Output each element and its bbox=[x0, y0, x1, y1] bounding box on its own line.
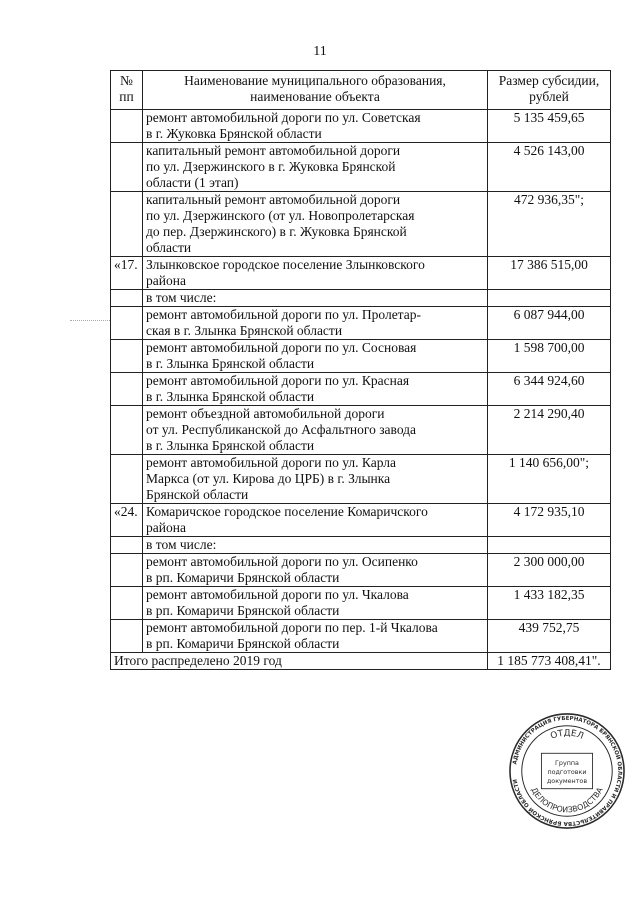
row-object-name: ремонт автомобильной дороги по пер. 1-й Чкалова в рп. Комаричи Брянской области bbox=[143, 620, 488, 653]
row-object-name: капитальный ремонт автомобильной дороги по ул. Дзержинского в г. Жуковка Брянской области (1 этап) bbox=[143, 143, 488, 192]
row-object-name: в том числе: bbox=[143, 537, 488, 554]
total-label: Итого распределено 2019 год bbox=[111, 653, 488, 670]
row-amount: 17 386 515,00 bbox=[488, 257, 611, 290]
table-row bbox=[111, 143, 611, 192]
svg-text:документов: документов bbox=[546, 776, 588, 785]
row-amount: 1 598 700,00 bbox=[488, 340, 611, 373]
row-amount: 6 087 944,00 bbox=[488, 307, 611, 340]
row-object-name: ремонт автомобильной дороги по ул. Карла Маркса (от ул. Кирова до ЦРБ) в г. Злынка Брянской области bbox=[143, 455, 488, 504]
header-amount: Размер субсидии, рублей bbox=[488, 71, 611, 110]
table-row bbox=[111, 192, 611, 257]
row-amount: 472 936,35"; bbox=[488, 192, 611, 257]
table-row bbox=[111, 587, 611, 620]
row-object-name: Комаричское городское поселение Комаричского района bbox=[143, 504, 488, 537]
row-number bbox=[111, 587, 143, 620]
row-amount: 1 433 182,35 bbox=[488, 587, 611, 620]
row-object-name: Злынковское городское поселение Злынковского района bbox=[143, 257, 488, 290]
row-object-name: ремонт автомобильной дороги по ул. Сосновая в г. Злынка Брянской области bbox=[143, 340, 488, 373]
table-body bbox=[111, 110, 611, 670]
row-number bbox=[111, 340, 143, 373]
row-object-name: ремонт автомобильной дороги по ул. Пролетар- ская в г. Злынка Брянской области bbox=[143, 307, 488, 340]
total-row bbox=[111, 653, 611, 670]
row-number bbox=[111, 192, 143, 257]
svg-text:ДЕЛОПРОИЗВОДСТВА: ДЕЛОПРОИЗВОДСТВА bbox=[529, 785, 605, 815]
row-object-name: ремонт автомобильной дороги по ул. Осипенко в рп. Комаричи Брянской области bbox=[143, 554, 488, 587]
row-number bbox=[111, 307, 143, 340]
header-name: Наименование муниципального образования, наименование объекта bbox=[143, 71, 488, 110]
row-number bbox=[111, 373, 143, 406]
row-amount: 439 752,75 bbox=[488, 620, 611, 653]
svg-text:ОТДЕЛ: ОТДЕЛ bbox=[549, 728, 585, 742]
row-object-name: в том числе: bbox=[143, 290, 488, 307]
table-row bbox=[111, 554, 611, 587]
row-object-name: капитальный ремонт автомобильной дороги по ул. Дзержинского (от ул. Новопролетарская до пер. Дзержинского) в г. Жуковка Брянской области bbox=[143, 192, 488, 257]
row-amount: 2 300 000,00 bbox=[488, 554, 611, 587]
row-amount: 4 172 935,10 bbox=[488, 504, 611, 537]
table-row bbox=[111, 290, 611, 307]
row-number bbox=[111, 455, 143, 504]
row-number bbox=[111, 406, 143, 455]
row-object-name: ремонт автомобильной дороги по ул. Чкалова в рп. Комаричи Брянской области bbox=[143, 587, 488, 620]
row-amount: 6 344 924,60 bbox=[488, 373, 611, 406]
row-object-name: ремонт объездной автомобильной дороги от ул. Республиканской до Асфальтного завода в г. Злынка Брянской области bbox=[143, 406, 488, 455]
table-row bbox=[111, 406, 611, 455]
subsidy-table bbox=[110, 70, 611, 670]
row-object-name: ремонт автомобильной дороги по ул. Красная в г. Злынка Брянской области bbox=[143, 373, 488, 406]
svg-text:Группа: Группа bbox=[555, 759, 579, 768]
svg-text:АДМИНИСТРАЦИЯ ГУБЕРНАТОРА БРЯН: АДМИНИСТРАЦИЯ ГУБЕРНАТОРА БРЯНСКОЙ ОБЛАСТИ И ПРАВИТЕЛЬСТВА БРЯНСКОЙ ОБЛАСТИ bbox=[512, 715, 623, 827]
row-number: «24. bbox=[111, 504, 143, 537]
row-number bbox=[111, 537, 143, 554]
row-amount: 1 140 656,00"; bbox=[488, 455, 611, 504]
row-number bbox=[111, 620, 143, 653]
row-number bbox=[111, 554, 143, 587]
table-header bbox=[111, 71, 611, 110]
total-amount: 1 185 773 408,41". bbox=[488, 653, 611, 670]
stamp-seal bbox=[508, 712, 626, 830]
row-amount: 2 214 290,40 bbox=[488, 406, 611, 455]
row-number bbox=[111, 110, 143, 143]
page-number: 11 bbox=[313, 44, 327, 59]
row-number: «17. bbox=[111, 257, 143, 290]
table-row bbox=[111, 110, 611, 143]
header-num: № пп bbox=[111, 71, 143, 110]
svg-text:подготовки: подготовки bbox=[547, 767, 587, 776]
table-row bbox=[111, 307, 611, 340]
table-row bbox=[111, 257, 611, 290]
table-row bbox=[111, 504, 611, 537]
row-number bbox=[111, 290, 143, 307]
table-row bbox=[111, 340, 611, 373]
row-number bbox=[111, 143, 143, 192]
row-amount bbox=[488, 537, 611, 554]
table-row bbox=[111, 537, 611, 554]
row-amount: 4 526 143,00 bbox=[488, 143, 611, 192]
row-amount: 5 135 459,65 bbox=[488, 110, 611, 143]
margin-mark bbox=[70, 320, 110, 321]
table-row bbox=[111, 620, 611, 653]
table-row bbox=[111, 455, 611, 504]
row-object-name: ремонт автомобильной дороги по ул. Советская в г. Жуковка Брянской области bbox=[143, 110, 488, 143]
row-amount bbox=[488, 290, 611, 307]
table-row bbox=[111, 373, 611, 406]
